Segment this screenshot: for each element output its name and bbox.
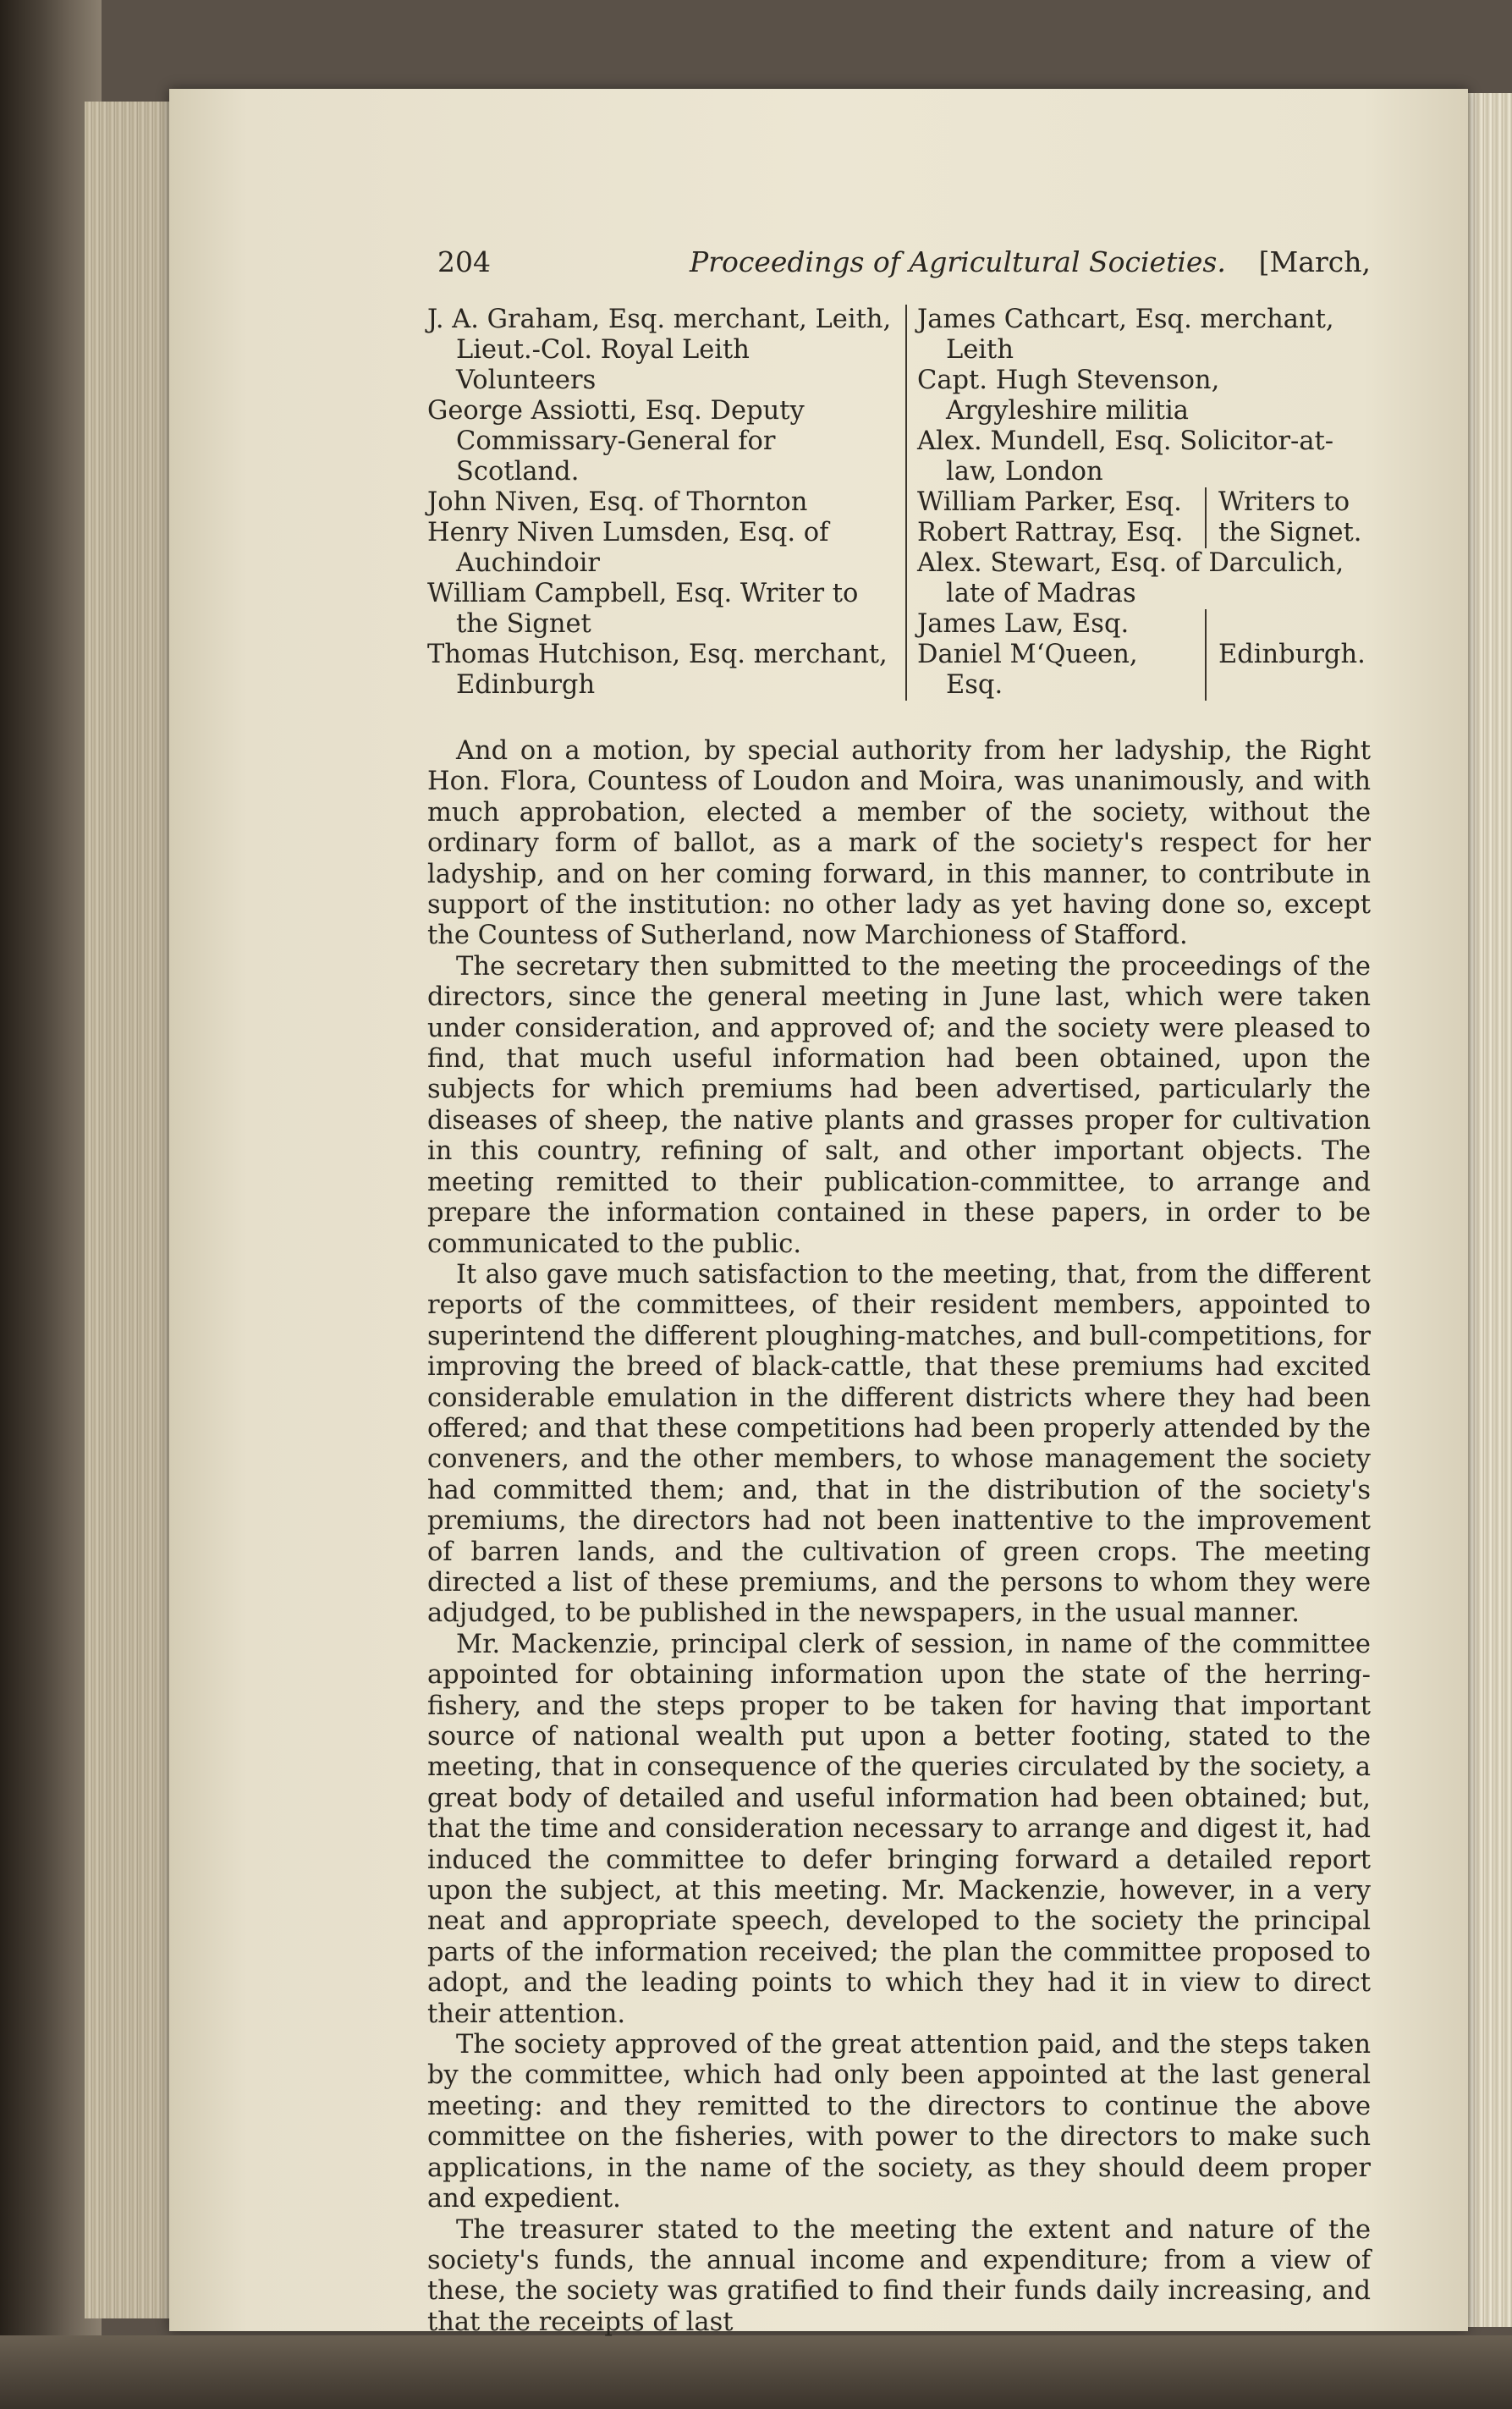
member-group-edinburgh	[917, 609, 1371, 701]
member-name: James Cathcart, Esq. merchant, Leith	[917, 305, 1334, 365]
group-label: Edinburgh.	[1205, 609, 1371, 701]
member-name: Daniel M‘Queen, Esq.	[917, 640, 1138, 700]
member-name: George Assiotti, Esq. Deputy Commissary-General for Scotland.	[427, 396, 805, 487]
member-name: Robert Rattray, Esq.	[917, 518, 1184, 547]
member-name: Alex. Stewart, Esq. of Darculich, late of Madras	[917, 548, 1344, 608]
member-name: Henry Niven Lumsden, Esq. of Auchindoir	[427, 518, 829, 578]
bottom-shadow	[0, 2335, 1512, 2409]
group-label: Writers to the Signet.	[1205, 487, 1371, 548]
body-paragraph: Mr. Mackenzie, principal clerk of session, in name of the committee appointed for obtaining information upon the state of the herring-fishery, and the steps proper to be taken for having that important source of national wealth put upon a better footing, stated to the meeting, that in consequence of the queries circulated by the society, a great body of detailed and useful information had been obtained; but, that the time and consideration necessary to arrange and digest it, had induced the committee to defer bringing forward a detailed report upon the subject, at this meeting. Mr. Mackenzie, however, in a very neat and appropriate speech, developed to the society the principal parts of the information received; the plan the committee proposed to adopt, and the leading points to which they had it in view to direct their attention.	[427, 1629, 1371, 2029]
member-group-writers	[917, 487, 1371, 548]
member-name: William Parker, Esq.	[917, 487, 1182, 517]
member-name: Capt. Hugh Stevenson, Argyleshire militia	[917, 366, 1220, 426]
running-header	[427, 245, 1371, 284]
member-list-right-column	[905, 305, 1371, 701]
body-paragraph: The society approved of the great attention paid, and the steps taken by the committee, which had only been appointed at the last general meeting: and they remitted to the directors to continue the above committee on the fisheries, with power to the directors to make such applications, in the name of the society, as they should deem proper and expedient.	[427, 2030, 1371, 2214]
member-name: Alex. Mundell, Esq. Solicitor-at-law, London	[917, 426, 1334, 487]
member-name: William Campbell, Esq. Writer to the Signet	[427, 579, 859, 639]
body-paragraph: The secretary then submitted to the meeting the proceedings of the directors, since the general meeting in June last, which were taken under consideration, and approved of; and the society were pleased to find, that much useful information had been obtained, upon the subjects for which premiums had been advertised, particularly the diseases of sheep, the native plants and grasses proper for cultivation in this country, refining of salt, and other important objects. The meeting remitted to their publication-committee, to arrange and prepare the information contained in these papers, in order to be communicated to the public.	[427, 951, 1371, 1259]
body-paragraph: And on a motion, by special authority from her ladyship, the Right Hon. Flora, Countess of Loudon and Moira, was unanimously, and with much approbation, elected a member of the society, without the ordinary form of ballot, as a mark of the society's respect for her ladyship, and on her coming forward, in this manner, to contribute in support of the institution: no other lady as yet having done so, except the Countess of Sutherland, now Marchioness of Stafford.	[427, 736, 1371, 951]
member-name: James Law, Esq.	[917, 609, 1130, 639]
member-list	[427, 305, 1371, 701]
body-paragraph: It also gave much satisfaction to the meeting, that, from the different reports of the committees, of their resident members, appointed to superintend the different ploughing-matches, and bull-competitions, for improving the breed of black-cattle, that these premiums had excited considerable emulation in the different districts where they had been offered; and that these competitions had been properly attended by the conveners, and the other members, to whose management the society had committed them; and, that in the distribution of the society's premiums, the directors had not been inattentive to the improvement of barren lands, and the cultivation of green crops. The meeting directed a list of these premiums, and the persons to whom they were adjudged, to be published in the newspapers, in the usual manner.	[427, 1259, 1371, 1629]
header-month: [March,	[1258, 245, 1371, 278]
page-number: 204	[437, 245, 491, 278]
member-name: J. A. Graham, Esq. merchant, Leith, Lieut.-Col. Royal Leith Volunteers	[427, 305, 892, 395]
member-name: John Niven, Esq. of Thornton	[427, 487, 808, 517]
running-title: Proceedings of Agricultural Societies.	[690, 245, 1226, 278]
member-name: Thomas Hutchison, Esq. merchant, Edinburgh	[427, 640, 888, 700]
member-list-left-column	[427, 305, 905, 701]
body-paragraph: The treasurer stated to the meeting the extent and nature of the society's funds, the annual income and expenditure; from a view of these, the society was gratified to find their funds daily increasing, and that the receipts of last	[427, 2214, 1371, 2337]
page-text-block	[427, 245, 1371, 2338]
